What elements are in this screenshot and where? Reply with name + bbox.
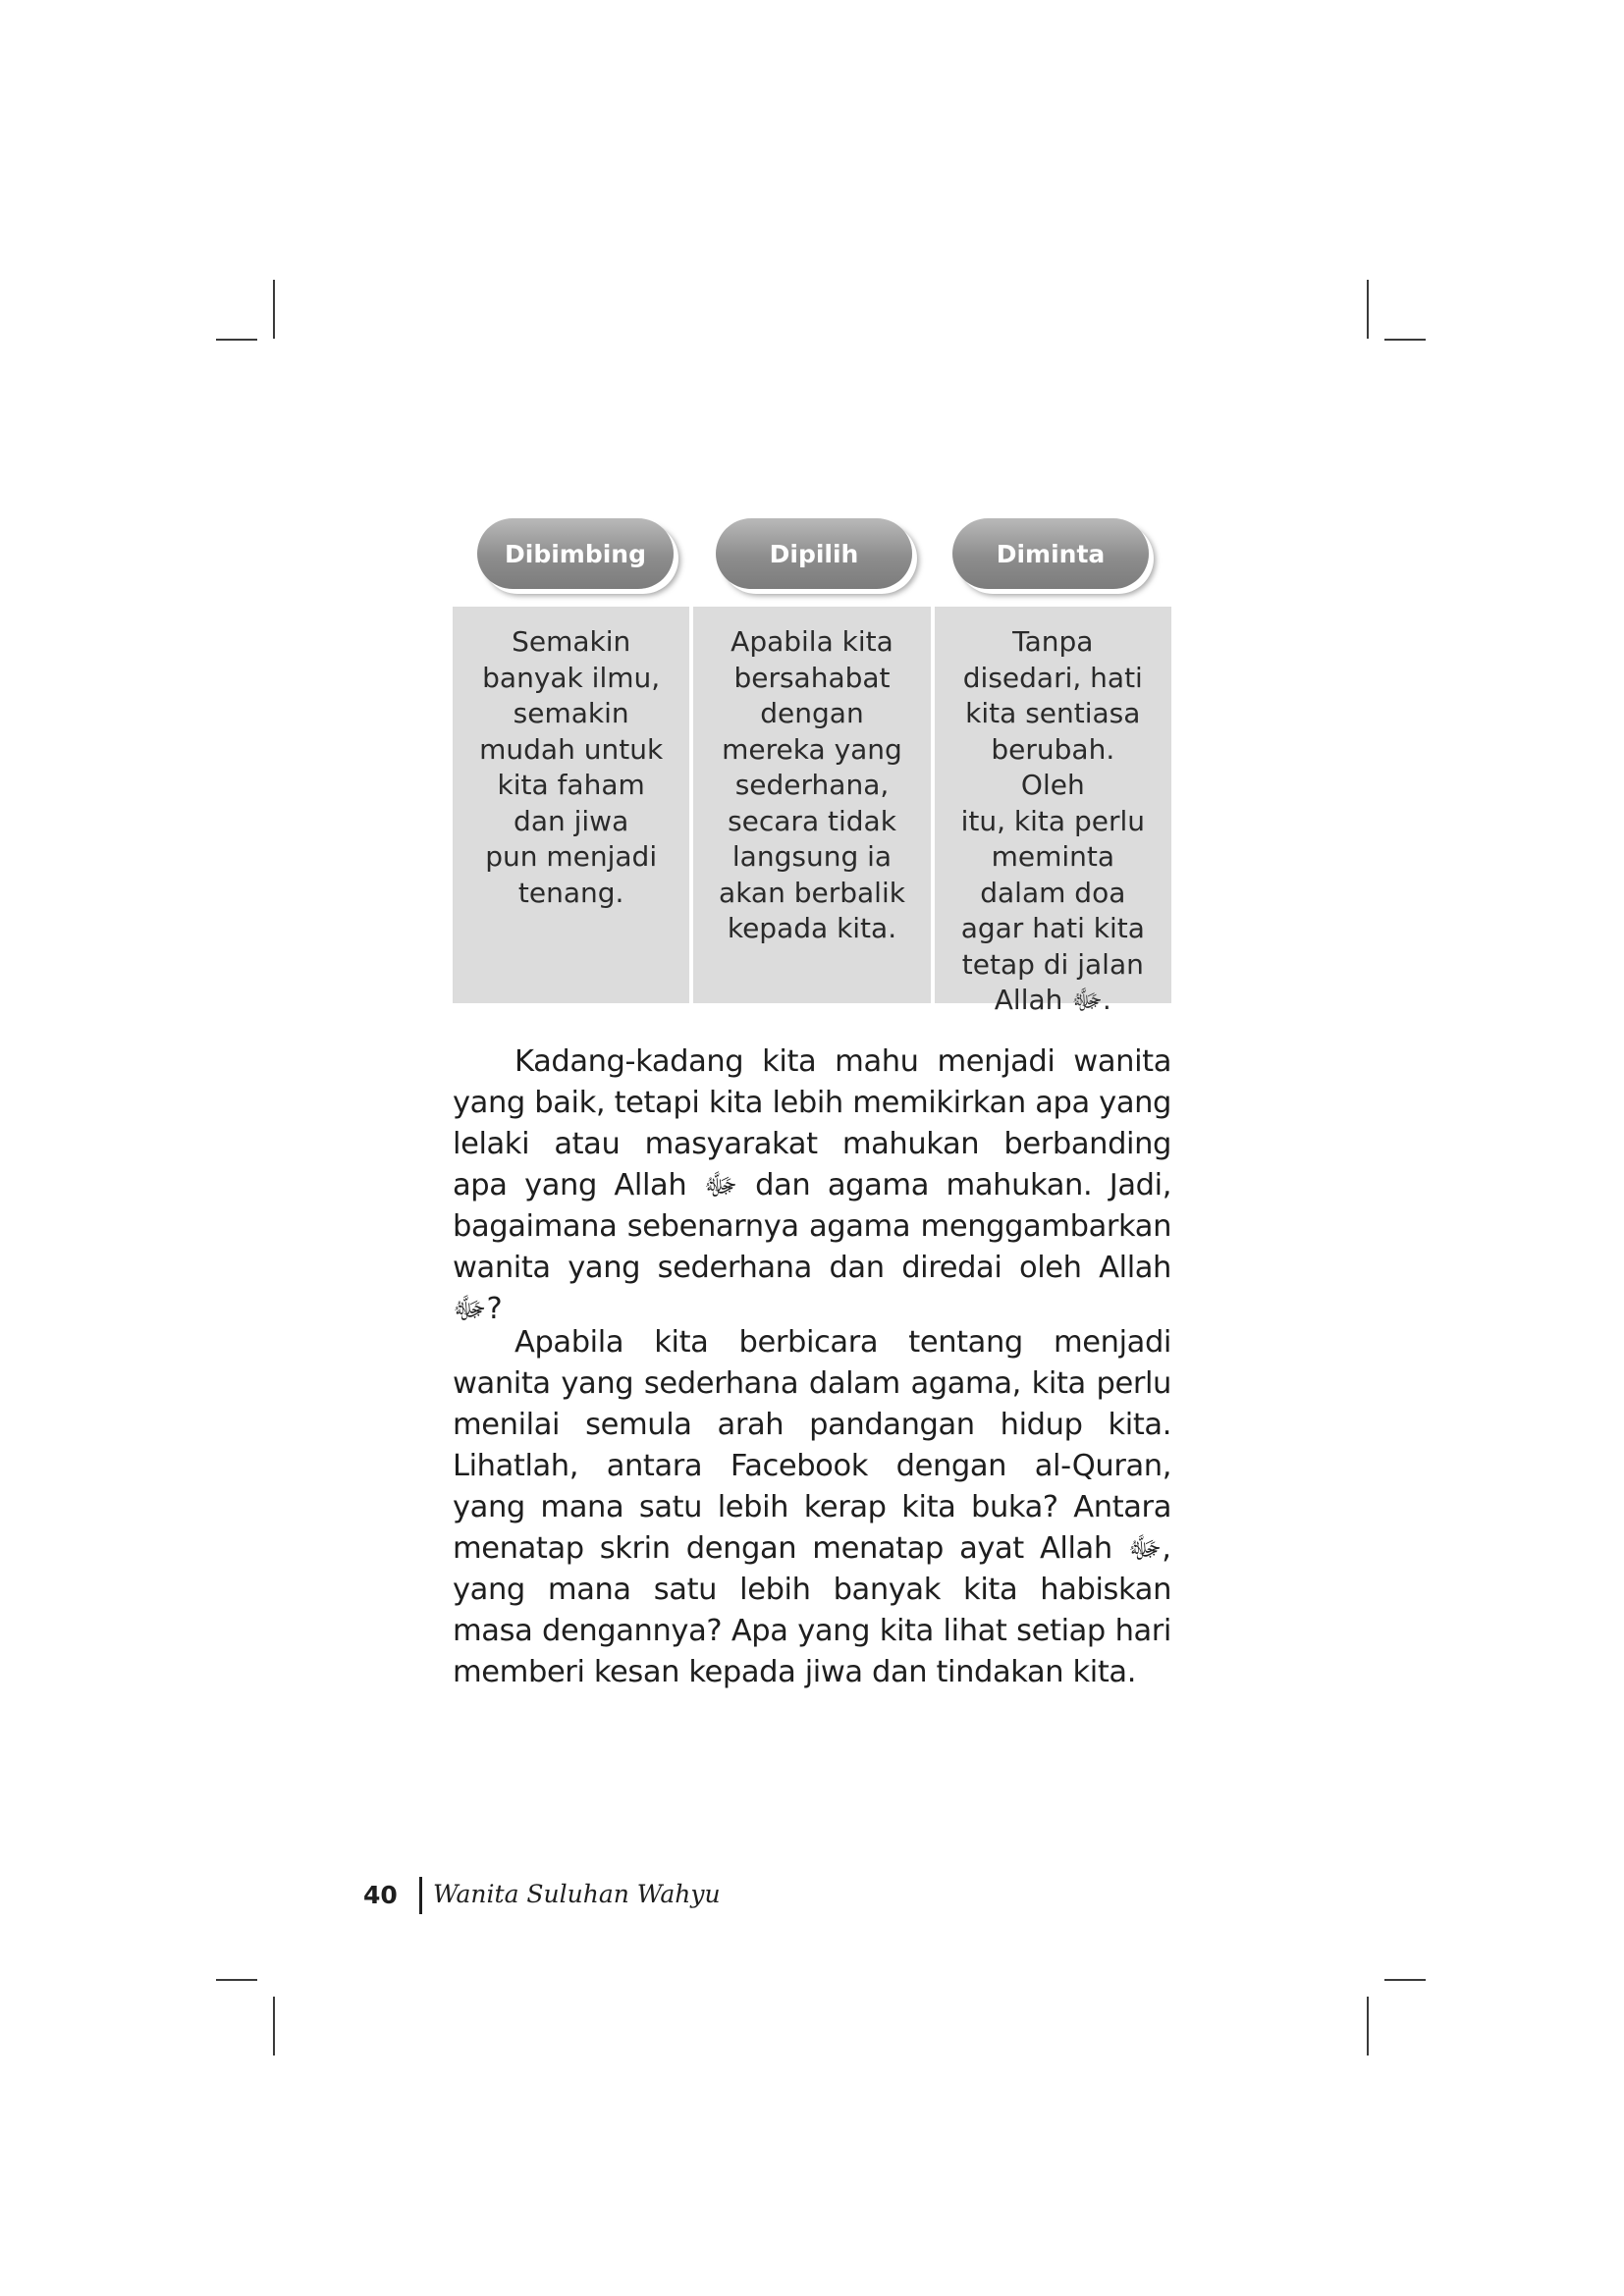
pill-dipilih bbox=[716, 518, 912, 589]
box-text-dibimbing: Semakin banyak ilmu, semakin mudah untuk kita faham dan jiwa pun menjadi tenang. bbox=[479, 625, 664, 909]
page-number: 40 bbox=[363, 1881, 398, 1909]
box-diminta bbox=[935, 607, 1171, 1016]
crop-mark-top-right-horizontal bbox=[1384, 339, 1426, 341]
crop-mark-bottom-left-vertical bbox=[273, 1997, 275, 2056]
crop-mark-bottom-right-vertical bbox=[1367, 1997, 1369, 2056]
footer-divider bbox=[419, 1877, 422, 1914]
paragraph-1: Kadang-kadang kita mahu menjadi wanita yang baik, tetapi kita lebih memikirkan apa yang lelaki atau masyarakat mahukan berbanding apa yang Allah ﷻ dan agama mahukan. Jadi, bagaimana sebenarnya agama menggambarkan wanita yang sederhana dan diredai oleh Allah ﷻ? bbox=[453, 1044, 1171, 1326]
pill-label-diminta: Diminta bbox=[996, 539, 1106, 568]
box-text-dipilih: Apabila kita bersahabat dengan mereka yang sederhana, secara tidak langsung ia akan berbalik kepada kita. bbox=[719, 625, 905, 944]
box-dipilih bbox=[693, 607, 930, 1003]
paragraph-2: Apabila kita berbicara tentang menjadi wanita yang sederhana dalam agama, kita perlu menilai semula arah pandangan hidup kita. Lihatlah, antara Facebook dengan al-Quran, yang mana satu lebih kerap kita buka? Antara menatap skrin dengan menatap ayat Allah ﷻ, yang mana satu lebih banyak kita habiskan masa dengannya? Apa yang kita lihat setiap hari memberi kesan kepada jiwa dan tindakan kita. bbox=[453, 1325, 1171, 1689]
crop-mark-top-right-vertical bbox=[1367, 280, 1369, 339]
box-text-diminta: Tanpa disedari, hati kita sentiasa berubah. Oleh itu, kita perlu meminta dalam doa agar hati kita tetap di jalan Allah ﷻ. bbox=[960, 625, 1145, 1016]
crop-mark-bottom-right-horizontal bbox=[1384, 1979, 1426, 1981]
crop-mark-bottom-left-horizontal bbox=[216, 1979, 257, 1981]
box-dibimbing bbox=[453, 607, 689, 1003]
pill-diminta bbox=[952, 518, 1149, 589]
concept-table bbox=[453, 607, 1171, 1016]
crop-mark-top-left-horizontal bbox=[216, 339, 257, 341]
pill-dibimbing bbox=[477, 518, 674, 589]
pill-label-dipilih: Dipilih bbox=[769, 539, 859, 568]
crop-mark-top-left-vertical bbox=[273, 280, 275, 339]
running-title: Wanita Suluhan Wahyu bbox=[433, 1880, 721, 1908]
pill-label-dibimbing: Dibimbing bbox=[505, 539, 646, 568]
